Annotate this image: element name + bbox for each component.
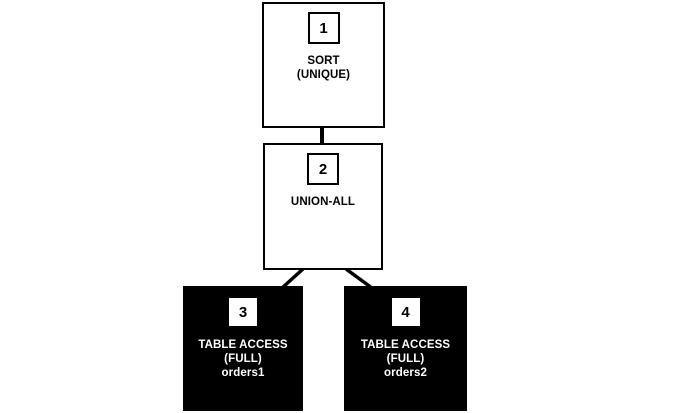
node-label-line: SORT	[307, 55, 340, 67]
step-number-box: 1	[308, 12, 340, 44]
plan-node-union-all	[263, 143, 383, 270]
node-label	[346, 338, 465, 380]
node-label-line: (FULL)	[224, 353, 262, 365]
plan-node-table-access-orders2	[344, 286, 467, 411]
plan-node-table-access-orders1	[183, 286, 303, 411]
node-label	[264, 54, 383, 82]
node-label-line: TABLE ACCESS	[360, 339, 451, 351]
node-label-line: (FULL)	[386, 353, 425, 365]
node-label	[185, 338, 301, 380]
step-number-box: 4	[390, 296, 422, 328]
step-number-box: 3	[227, 296, 259, 328]
plan-node-sort	[262, 2, 385, 128]
node-label-line: orders2	[384, 367, 427, 379]
node-label	[265, 195, 381, 209]
node-label-line: (UNIQUE)	[296, 69, 351, 81]
node-label-line: orders1	[221, 367, 265, 379]
node-label-line: UNION-ALL	[290, 196, 356, 208]
step-number-box: 2	[307, 153, 339, 185]
node-label-line: TABLE ACCESS	[198, 339, 288, 351]
